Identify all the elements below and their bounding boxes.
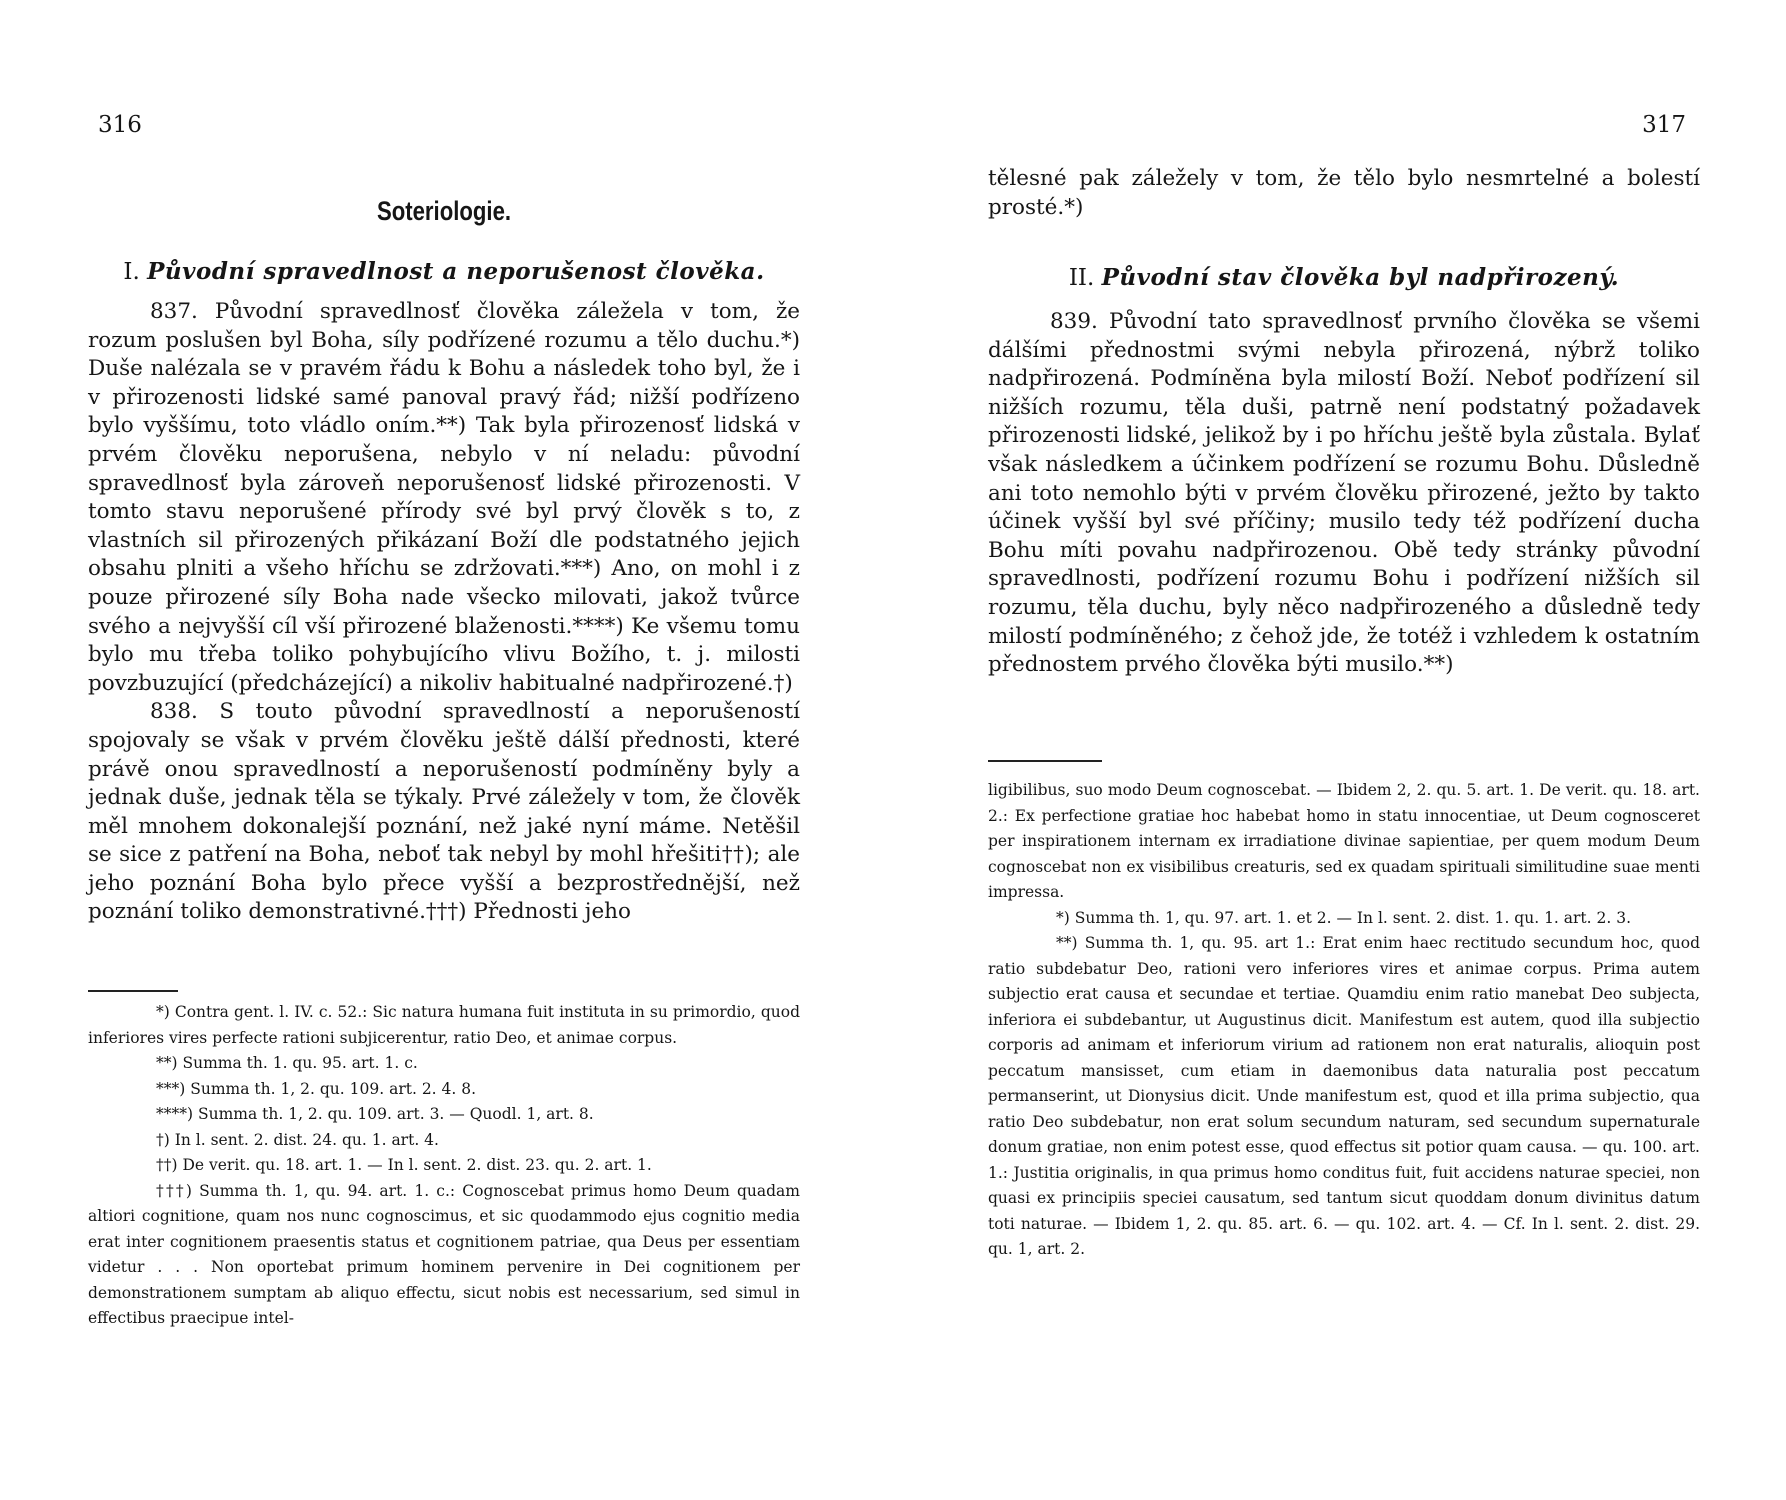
footnote: †) In l. sent. 2. dist. 24. qu. 1. art. 4. bbox=[156, 1130, 439, 1149]
footnotes bbox=[988, 778, 1700, 1263]
footnote: †††) Summa th. 1, qu. 94. art. 1. c.: Cognoscebat primus homo Deum quadam altiori cognitione, quam nos nunc cognoscimus, et sic quodammodo ejus cognitio media erat inter cognitionem praesentis status et cognitionem patriae, qua Deus per essentiam videtur . . . Non oportebat primum hominem pervenire in Dei cognitionem per demonstrationem sumptam ab aliquo effectu, sicut nobis est necessarium, sed simul in effectibus praecipue intel- bbox=[88, 1181, 800, 1327]
section-title: Původní spravedlnost a neporušenost člověka. bbox=[147, 258, 765, 285]
footnote: *) Summa th. 1, qu. 97. art. 1. et 2. — In l. sent. 2. dist. 1. qu. 1. art. 2. 3. bbox=[1056, 908, 1632, 927]
footnote: **) Summa th. 1, qu. 95. art 1.: Erat enim haec rectitudo secundum hoc, quod ratio subdebatur Deo, rationi vero inferiores vires et animae corpus. Prima autem subjectio erat causa et secundae et tertiae. Quamdiu enim ratio manebat Deo subjecta, inferiora ei subdebantur, ut Augustinus dicit. Manifestum est autem, quod illa subjectio corporis ad animam et inferiorum virium ad rationem non erat naturalis, alioquin post peccatum mansisset, cum etiam in daemonibus data naturalia post peccatum permanserint, ut Dionysius dicit. Unde manifestum est, quod et illa prima subjectio, qua ratio Deo subdebatur, non erat solum secundum naturam, sed secundum supernaturale donum gratiae, non enim potest esse, quod effectus sit potior quam causa. — qu. 100. art. 1.: Justitia originalis, in qua primus homo conditus fuit, fuit accidens naturae speciei, non quasi ex principiis speciei causatum, sed tantum sicut quoddam donum divinitus datum toti naturae. — Ibidem 1, 2. qu. 85. art. 6. — qu. 102. art. 4. — Cf. In l. sent. 2. dist. 29. qu. 1, art. 2. bbox=[988, 934, 1700, 1258]
continuation-text bbox=[988, 165, 1700, 222]
footnote-rule bbox=[988, 760, 1102, 762]
footnote: ****) Summa th. 1, 2. qu. 109. art. 3. — Quodl. 1, art. 8. bbox=[156, 1105, 594, 1123]
right-page bbox=[988, 0, 1700, 1500]
chapter-heading: Soteriologie. bbox=[376, 196, 512, 226]
footnote: ***) Summa th. 1, 2. qu. 109. art. 2. 4. 8. bbox=[156, 1079, 477, 1098]
body-text bbox=[88, 298, 800, 927]
footnote: ††) De verit. qu. 18. art. 1. — In l. sent. 2. dist. 23. qu. 2. art. 1. bbox=[156, 1156, 652, 1174]
section-numeral: I. bbox=[123, 259, 140, 285]
section-numeral: II. bbox=[1068, 265, 1095, 291]
paragraph-continuation: tělesné pak záležely v tom, že tělo bylo nesmrtelné a bolestí prosté.*) bbox=[988, 166, 1700, 220]
section-title: Původní stav člověka byl nadpřirozený. bbox=[1101, 264, 1620, 291]
footnote: *) Contra gent. l. IV. c. 52.: Sic natura humana fuit instituta in su primordio, quod inferiores vires perfecte rationi subjicerentur, ratio Deo, et animae corpus. bbox=[88, 1003, 800, 1047]
footnote-continuation: ligibilibus, suo modo Deum cognoscebat. — Ibidem 2, 2. qu. 5. art. 1. De verit. qu. 18. art. 2.: Ex perfectione gratiae hoc habebat homo in statu innocentiae, ut Deum cognosceret per inspirationem internam ex irradiatione divinae sapientiae, per quem modum Deum cognoscebat non ex visibilibus creaturis, sed ex quadam spirituali similitudine suae menti impressa. bbox=[988, 781, 1700, 901]
paragraph-839: 839. Původní tato spravedlnosť prvního člověka se všemi dálšími přednostmi svými nebyla přirozená, nýbrž toliko nadpřirozená. Podmíněna byla milostí Boží. Neboť podřízení sil nižších rozumu, těla duši, patrně není podstatný požadavek přirozenosti lidské, jelikož by i po hříchu ještě byla zůstala. Bylať však následkem a účinkem podřízení se rozumu Bohu. Důsledně ani toto nemohlo býti v prvém člověku přirozené, ježto by takto účinek vyšší byl své příčiny; musilo tedy též podřízení ducha Bohu míti povahu nadpřirozenou. Obě tedy stránky původní spravedlnosti, podřízení rozumu Bohu i podřízení nižších sil rozumu, těla duchu, byly něco nadpřirozeného a důsledně tedy milostí podmíněného; z čehož jde, že totéž i vzhledem k ostatním přednostem prvého člověka býti musilo.**) bbox=[988, 309, 1700, 678]
section-heading bbox=[988, 264, 1700, 291]
left-page bbox=[88, 0, 800, 1500]
footnote: **) Summa th. 1. qu. 95. art. 1. c. bbox=[156, 1054, 418, 1072]
footnote-rule bbox=[88, 990, 178, 992]
page-number: 317 bbox=[1642, 112, 1686, 138]
body-text bbox=[988, 308, 1700, 680]
footnotes bbox=[88, 1000, 800, 1332]
page-number: 316 bbox=[98, 112, 142, 138]
section-heading bbox=[88, 258, 800, 285]
paragraph-837: 837. Původní spravedlnosť člověka záležela v tom, že rozum poslušen byl Boha, síly podřízené rozumu a tělo duchu.*) Duše nalézala se v pravém řádu k Bohu a následek toho byl, že i v přirozenosti lidské samé panoval pravý řád; nižší podřízeno bylo vyššímu, toto vládlo oním.**) Tak byla přirozenosť lidská v prvém člověku neporušena, nebylo v ní neladu: původní spravedlnosť byla zároveň neporušenosť lidské přirozenosti. V tomto stavu neporušené přírody své byl prvý člověk s to, z vlastních sil přirozených přikázaní Boží dle podstatného jejich obsahu plniti a všeho hříchu se zdržovati.***) Ano, on mohl i z pouze přirozené síly Boha nade všecko milovati, jakož tvůrce svého a nejvyšší cíl vší přirozené blaženosti.****) Ke všemu tomu bylo mu třeba toliko pohybujícího vlivu Božího, t. j. milosti povzbuzující (předcházející) a nikoliv habitualné nadpřirozené.†) bbox=[88, 299, 800, 696]
paragraph-838: 838. S touto původní spravedlností a neporušeností spojovaly se však v prvém člověku ještě dálší přednosti, které právě onou spravedlností a neporušeností podmíněny byly a jednak duše, jednak těla se týkaly. Prvé záležely v tom, že člověk měl mnohem dokonalejší poznání, než jaké nyní máme. Netěšil se sice z patření na Boha, neboť tak nebyl by mohl hřešiti††); ale jeho poznání Boha bylo přece vyšší a bezprostřednější, než poznání toliko demonstrativné.†††) Přednosti jeho bbox=[88, 699, 800, 925]
